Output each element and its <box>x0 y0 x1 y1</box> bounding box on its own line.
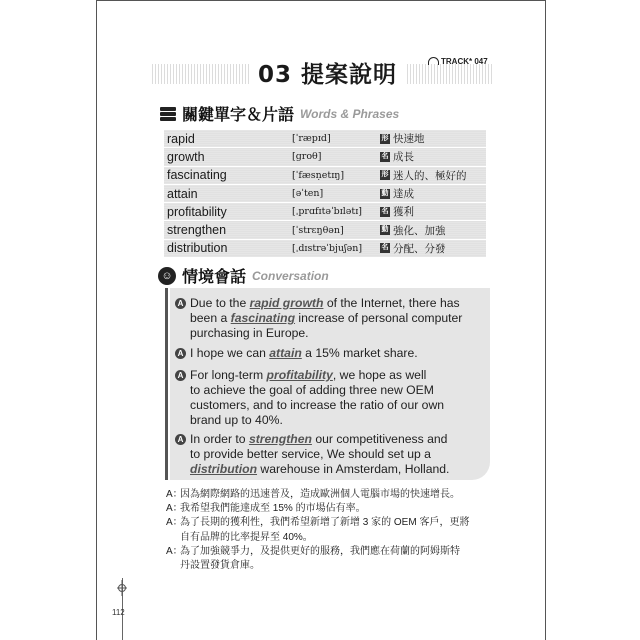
speaker-badge: A <box>175 348 186 359</box>
page-number: 112 <box>112 608 125 617</box>
dialog-line <box>175 296 460 311</box>
dialog-text: been a <box>190 311 231 325</box>
dialog-text: For long-term <box>190 368 267 382</box>
dialog-text: to achieve the goal of adding three new OEM <box>190 383 434 397</box>
vocab-row: rapid [ˈræpɪd] 形 快速地 <box>164 130 486 148</box>
vocab-row: growth [groθ] 名 成長 <box>164 148 486 166</box>
translation-line: A： 為了長期的獲利性，我們希望新增了新增 3 家的 OEM 客戶，更將 <box>166 517 470 529</box>
dialog-line <box>190 326 309 341</box>
pos-badge: 名 <box>381 244 389 252</box>
pos-badge: 名 <box>381 207 389 215</box>
pos-badge: 名 <box>381 152 389 160</box>
translation-line: A： 為了加強競爭力，及提供更好的服務，我們應在荷蘭的阿姆斯特 <box>166 545 460 557</box>
vocab-row: attain [əˈten] 動 達成 <box>164 185 486 203</box>
vocab-heading <box>160 102 399 125</box>
translation-line: 丹設置發貨倉庫。 <box>180 560 260 572</box>
vocab-heading-zh: 關鍵單字＆片語 <box>182 105 295 124</box>
dialog-text: In order to <box>190 432 249 446</box>
speaker-badge: A <box>175 434 186 445</box>
conversation-heading-zh: 情境會話 <box>182 267 247 286</box>
keyword: attain <box>269 346 302 360</box>
dialog-line <box>175 432 447 447</box>
dialog-text: Due to the <box>190 296 250 310</box>
dialog-line <box>190 398 444 413</box>
books-icon <box>160 106 176 122</box>
dialog-line <box>190 447 431 462</box>
dialog-line <box>190 462 449 477</box>
translation-line: 自有品牌的比率提昇至 40%。 <box>180 531 313 543</box>
vocab-row: profitability [ˌprɑfɪtəˈbɪlətɪ] 名 獲利 <box>164 203 486 221</box>
dialog-text: customers, and to increase the ratio of our own <box>190 398 445 412</box>
page-border-top <box>96 0 545 1</box>
dialog-line <box>190 413 283 428</box>
keyword: strengthen <box>248 432 312 446</box>
track-label: TRACK* 047 <box>428 57 488 66</box>
dialog-line <box>190 311 462 326</box>
keyword: distribution <box>190 462 258 476</box>
translation-line: A： 因為網際網路的迅速普及，造成歐洲個人電腦市場的快速增長。 <box>166 489 460 500</box>
conversation-heading <box>158 264 329 287</box>
vocab-row: fascinating [ˈfæsṇetɪŋ] 形 迷人的、極好的 <box>164 167 486 185</box>
dialog-text: , we hope as well <box>332 368 427 382</box>
vocab-heading-en: Words & Phrases <box>300 106 400 121</box>
dialog-text: to provide better service, We should set up a <box>190 447 431 461</box>
dialog-text: warehouse in Amsterdam, Holland. <box>257 462 450 476</box>
pos-badge: 動 <box>381 226 389 234</box>
dialog-side-bar <box>165 288 168 480</box>
headphones-icon <box>428 57 439 65</box>
vocab-table <box>164 130 486 258</box>
vocab-row: distribution [ˌdɪstrəˈbjuʃən] 名 分配、分發 <box>164 240 486 258</box>
pos-badge: 形 <box>381 134 389 142</box>
dialog-line <box>175 346 418 361</box>
pos-badge: 動 <box>381 189 389 197</box>
pos-badge: 形 <box>381 171 389 179</box>
vocab-row: strengthen [ˈstrɛŋθən] 動 強化、加強 <box>164 221 486 239</box>
dialog-line <box>190 383 434 398</box>
dialog-text: of the Internet, there has <box>323 296 460 310</box>
speaker-badge: A <box>175 298 186 309</box>
conversation-heading-en: Conversation <box>252 268 329 283</box>
keyword: fascinating <box>230 311 296 325</box>
translation-line: A： 我希望我們能達成至 15% 的市場佔有率。 <box>166 503 366 515</box>
compass-ornament-icon <box>116 578 128 606</box>
smiley-icon: ☺ <box>158 267 176 285</box>
dialog-line <box>175 368 426 383</box>
dialog-text: a 15% market share. <box>301 346 418 360</box>
speaker-badge: A <box>175 370 186 381</box>
dialog-text: purchasing in Europe. <box>190 326 309 340</box>
keyword: profitability <box>266 368 333 382</box>
keyword: rapid growth <box>249 296 324 310</box>
translation-block <box>166 488 496 573</box>
dialog-text: increase of personal computer <box>295 311 463 325</box>
dialog-text: our competitiveness and <box>311 432 448 446</box>
dialog-text: brand up to 40%. <box>190 413 283 427</box>
dialog-text: I hope we can <box>190 346 270 360</box>
page-title: 03 提案說明 <box>250 56 405 89</box>
